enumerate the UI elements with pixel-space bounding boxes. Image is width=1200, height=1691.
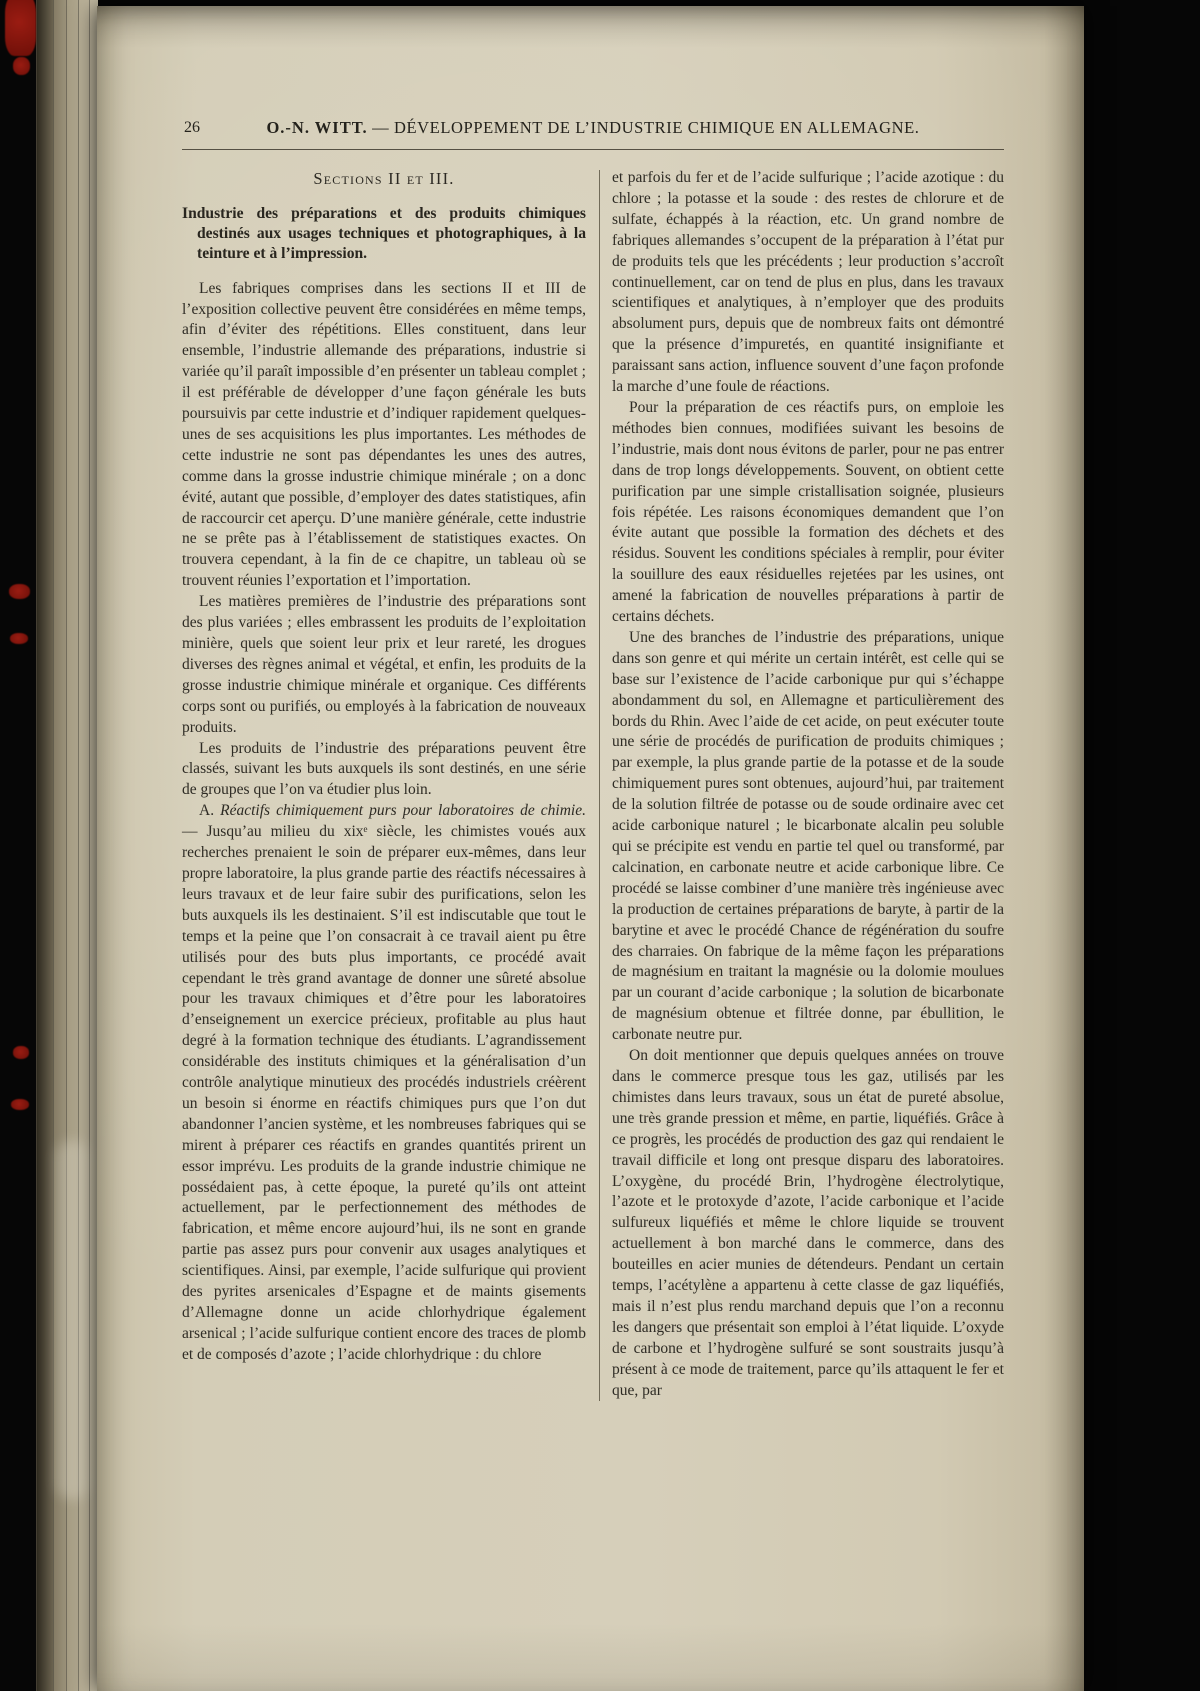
page-number: 26 [184, 119, 200, 136]
red-edge-mark [9, 584, 30, 599]
red-edge-mark [11, 1099, 29, 1110]
page-content [97, 6, 1084, 1401]
running-header [182, 118, 1004, 138]
list-label: A. [199, 802, 215, 820]
body-paragraph: Les produits de l’industrie des préparations peuvent être classés, suivant les buts auxquels ils sont destinés, en une série de groupes que l’on va étudier plus loin. [182, 739, 586, 799]
red-edge-mark [10, 633, 28, 644]
book-page-edge [36, 0, 53, 1691]
italic-lead: Réactifs chimiquement purs pour laboratoires de chimie. [220, 802, 586, 820]
page-edge-highlight [56, 1140, 90, 1500]
article-title: Industrie des préparations et des produits chimiques destinés aux usages techniques et photographiques, à la teinture et à l’impression. [182, 205, 586, 263]
body-paragraph: On doit mentionner que depuis quelques années on trouve dans le commerce presque tous les gaz, utilisés par les chimistes dans leurs travaux, sous un état de pureté absolue, une très grande pression et même, en partie, liquéfiés. Grâce à ce progrès, les procédés de production des gaz qui rendaient le travail difficile et long ont presque disparu des laboratoires. L’oxygène, du procédé Brin, l’hydrogène électrolytique, l’azote et le protoxyde d’azote, l’acide carbonique et l’acide sulfureux liquéfiés et même le chlore liquide se trouvent actuellement à bon marché dans le commerce, dans des bouteilles en acier munies de détendeurs. Pendant un certain temps, l’acétylène a appartenu à cette classe de gaz liquéfiés, mais il n’est plus rendu marchand depuis que l’on a reconnu les dangers que présentait son emploi à l’état liquide. L’oxyde de carbone et l’hydrogène sulfuré se sont soustraits jusqu’à présent à ce mode de traitement, parce qu’ils attaquent le fer et que, par [612, 1047, 1004, 1399]
right-column [612, 168, 1004, 1401]
red-edge-mark [13, 1046, 29, 1059]
paragraph-text: — Jusqu’au milieu du xixᵉ siècle, les chimistes voués aux recherches prenaient le soin de préparer eux-mêmes, dans leur propre laboratoire, la plus grande partie des réactifs nécessaires à leurs travaux et de leur faire subir des purifications, selon les buts auxquels ils les destinaient. S’il est indiscutable que tout le temps et la peine que l’on consacrait à ce travail aient pu être utilisés pour des buts plus importants, ce procédé avait cependant le très grand avantage de donner une sûreté absolue pour les travaux chimiques et d’être pour les laboratoires d’enseignement un exercice précieux, profitable au plus haut degré à la formation technique des étudiants. L’agrandissement considérable des instituts chimiques et la généralisation d’un contrôle analytique minutieux des procédés industriels créèrent un besoin si énorme en réactifs chimiques purs que l’on dut abandonner l’ancien système, et les nombreuses fabriques qui se mirent à préparer ces réactifs en grandes quantités prirent un essor imprévu. Les produits de la grande industrie chimique ne possédaient pas, à cette époque, la pureté qu’ils ont atteint actuellement, par le perfectionnement des méthodes de fabrication, et même encore aujourd’hui, ils ne sont en grande partie pas assez purs pour convenir aux usages analytiques et scientifiques. Ainsi, par exemple, l’acide sulfurique qui provient des pyrites arsenicales d’Espagne et de maints gisements d’Allemagne donne un acide chlorhydrique également arsenical ; l’acide sulfurique contient encore des traces de plomb et de composés d’azote ; l’acide chlorhydrique : du chlore [182, 823, 586, 1363]
body-paragraph: Les matières premières de l’industrie des préparations sont des plus variées ; elles embrassent les produits de l’exploitation minière, quels que soient leur prix et leur rareté, les drogues diverses des règnes animal et végétal, et enfin, les produits de la grosse industrie chimique minérale et organique. Ces différents corps sont ou purifiés, ou employés à la fabrication de nouveaux produits. [182, 593, 586, 736]
body-paragraph: Les fabriques comprises dans les sections II et III de l’exposition collective peuvent être considérées en même temps, afin d’éviter des répétitions. Elles constituent, dans leur ensemble, l’industrie allemande des préparations, industrie si variée qu’il paraît impossible d’en présenter un tableau complet ; il est préférable de développer d’une façon générale les buts poursuivis par cette industrie et d’indiquer rapidement quelques-unes de ses acquisitions les plus importantes. Les méthodes de cette industrie ne sont pas dépendantes les unes des autres, comme dans la grosse industrie chimique minérale ; on a donc évité, autant que possible, d’employer des dates statistiques, afin de raccourcir cet aperçu. D’une manière générale, cette industrie ne se prête pas à l’établissement de statistiques exactes. On trouvera cependant, à la fin de ce chapitre, un tableau où se trouvent réunies l’exportation et l’importation. [182, 279, 586, 590]
body-paragraph: Pour la préparation de ces réactifs purs, on emploie les méthodes bien connues, modifiées suivant les besoins de l’industrie, mais dont nous évitons de parler, pour ne pas entrer dans de trop longs développements. Souvent, on obtient cette purification par une simple cristallisation soignée, plusieurs fois répétée. Les raisons économiques demandent que l’on évite autant que possible la formation des déchets et des résidus. Souvent les conditions spéciales à remplir, pour éviter la souillure des eaux résiduelles rejetées par les usines, ont amené la fabrication de nouvelles préparations à partir de certains déchets. [612, 398, 1004, 626]
body-paragraph: Une des branches de l’industrie des préparations, unique dans son genre et qui mérite un certain intérêt, est celle qui se base sur l’existence de l’acide carbonique pur qui s’échappe abondamment du sol, en Allemagne et particulièrement des bords du Rhin. Avec l’aide de cet acide, on peut exécuter toute une série de procédés de purification de produits chimiques ; par exemple, la plus grande partie de la potasse et de la soude chimiquement pures sont obtenues, aujourd’hui, par traitement de la solution filtrée de potasse ou de soude ordinaire avec cet acide carbonique naturel ; le bicarbonate alcalin peu soluble qui se précipite est vendu en partie tel quel ou transformé, par calcination, en carbonate neutre et acide carbonique libre. Ce procédé se laisse combiner d’une manière très ingénieuse avec la production de certaines préparations de baryte, à partir de la barytine et avec le procédé Chance de régénération du soufre des charraies. On fabrique de la même façon les préparations de magnésium en traitant la magnésie ou la dolomie moulues par un courant d’acide carbonique ; la solution de bicarbonate de magnésium obtenue et filtrée donne, par ébullition, le carbonate neutre pur. [612, 628, 1004, 1044]
body-paragraph: et parfois du fer et de l’acide sulfurique ; l’acide azotique : du chlore ; la potasse et la soude : des restes de chlorure et de sulfate, échappés à la réaction, etc. Un grand nombre de fabriques allemandes s’occupent de la préparation à l’état pur de produits tels que les précédents ; leur production s’accroît continuellement, car on tend de plus en plus, dans les travaux scientifiques et analytiques, à n’employer que des produits absolument purs, depuis que de nombreux faits ont démontré que la présence d’impuretés, en quantité insignifiante et paraissant sans action, influence souvent d’une façon profonde la marche d’une foule de réactions. [612, 169, 1004, 396]
two-column-text [182, 168, 1004, 1401]
body-paragraph [182, 801, 586, 1365]
red-edge-mark [13, 57, 30, 75]
red-edge-mark [5, 0, 36, 56]
header-rule [182, 149, 1004, 151]
header-author: O.-N. WITT. [266, 118, 368, 137]
column-divider [599, 170, 600, 1401]
book-page [97, 6, 1084, 1691]
header-chapter-title: — DÉVELOPPEMENT DE L’INDUSTRIE CHIMIQUE EN ALLEMAGNE. [372, 118, 920, 137]
section-heading: Sections II et III. [313, 169, 455, 188]
left-column [182, 168, 586, 1401]
